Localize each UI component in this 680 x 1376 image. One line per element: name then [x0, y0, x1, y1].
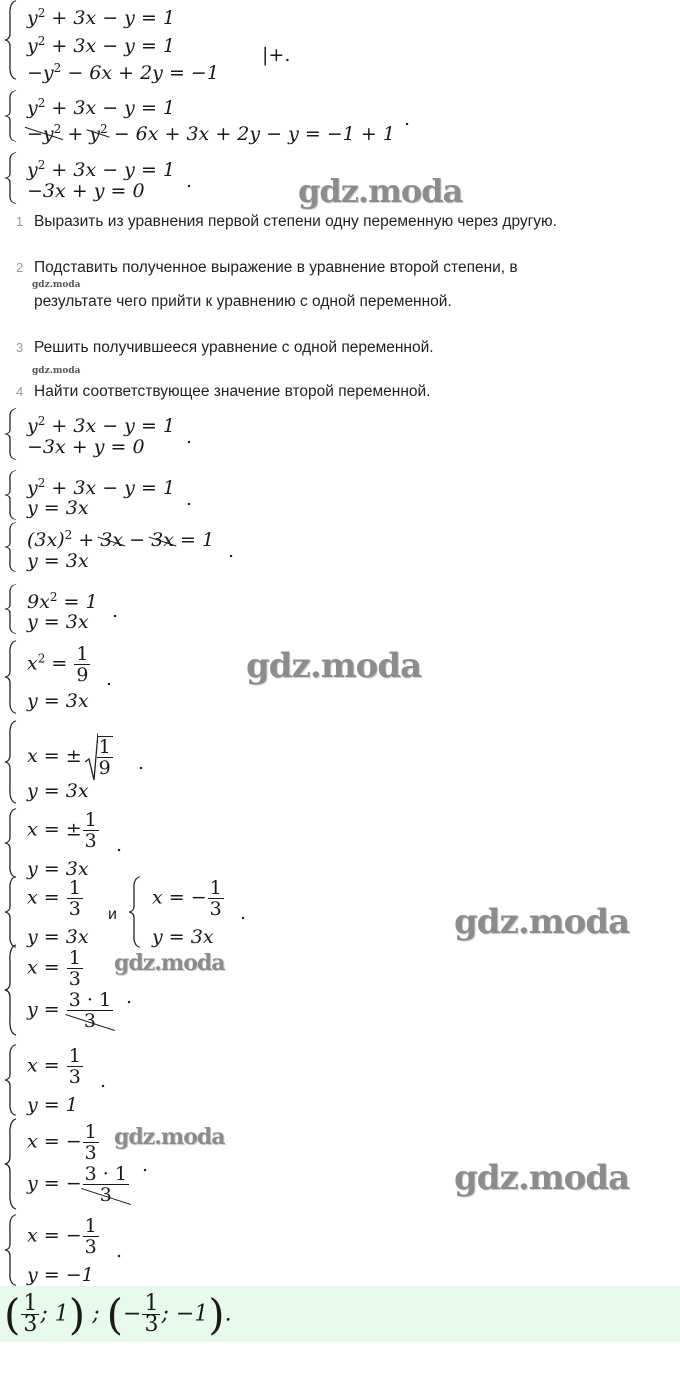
- brace: [4, 152, 18, 204]
- period: .: [186, 170, 193, 192]
- period: .: [186, 488, 193, 510]
- system-10: [0, 808, 680, 878]
- paren: ): [68, 1290, 86, 1339]
- brace: [4, 944, 18, 1036]
- term: x =: [27, 956, 60, 979]
- fraction: [208, 878, 224, 919]
- equation-line: $y^2 + 3x - y = 1$: [27, 476, 175, 499]
- equation-line: y = 3x: [27, 780, 89, 802]
- fraction: [83, 1216, 99, 1257]
- equation-rest: − 6x + 3x + 2y − y = −1 + 1: [107, 123, 395, 145]
- fraction: [74, 644, 90, 685]
- equation-line: [27, 878, 84, 919]
- brace: [4, 1214, 18, 1286]
- step-2-continued: результате чего прийти к уравнению с одной переменной.: [34, 293, 452, 310]
- equation-line: y = 3x: [27, 611, 89, 633]
- period: .: [116, 834, 123, 856]
- equation-line: y = 3x: [27, 690, 89, 712]
- watermark-small: gdz.moda: [32, 280, 81, 290]
- step-number: 2: [16, 260, 24, 275]
- fraction: [67, 990, 113, 1031]
- brace: [4, 1044, 18, 1116]
- equation-line: $(3x)^2 + 3x - 3x = 1$: [27, 528, 215, 551]
- numerator: 1: [68, 947, 81, 969]
- watermark: gdz.moda: [114, 950, 225, 976]
- equation-line: [27, 1164, 130, 1205]
- brace: [4, 1118, 18, 1210]
- equation-line: $-y^2 - 6x + 2y = -1$: [27, 61, 219, 84]
- denominator: 3: [84, 1236, 97, 1258]
- numerator: 1: [98, 736, 111, 758]
- term: x = ±: [27, 818, 82, 841]
- system-9: [0, 720, 680, 804]
- term: x = −: [27, 1224, 82, 1247]
- equation-line: y = 1: [27, 1094, 78, 1116]
- equation-line: [27, 810, 100, 851]
- numerator: 1: [84, 809, 97, 831]
- step-3: [16, 338, 666, 358]
- step-1: [16, 212, 666, 232]
- denominator: 3: [209, 898, 222, 920]
- struck-term: $-y^2$: [27, 118, 61, 145]
- step-text: Решить получившееся уравнение с одной переменной.: [34, 339, 434, 356]
- brace: [4, 808, 18, 878]
- term: +: [78, 529, 95, 551]
- equation-line: [27, 990, 114, 1031]
- denominator: 9: [76, 664, 89, 686]
- numerator: 1: [209, 877, 222, 899]
- system-15: [0, 1214, 680, 1286]
- period: .: [228, 540, 235, 562]
- period: .: [240, 902, 247, 924]
- numerator: 1: [68, 1045, 81, 1067]
- equation-line: $-y^2 + y^2 - 6x + 3x + 2y - y = -1 + 1$: [27, 118, 395, 145]
- denominator: 3: [144, 1312, 159, 1337]
- fraction: [83, 810, 99, 851]
- brace: [4, 720, 18, 804]
- step-2: [16, 258, 666, 278]
- brace: [4, 522, 18, 572]
- numerator: 1: [144, 1291, 159, 1316]
- watermark: gdz.moda: [114, 1124, 225, 1150]
- numerator: 3 · 1: [84, 1163, 127, 1185]
- denominator: 3: [67, 1011, 113, 1031]
- brace: [4, 584, 18, 634]
- denominator: 3: [84, 830, 97, 852]
- step-4: [16, 382, 666, 402]
- denominator: 3: [68, 898, 81, 920]
- equation-line: y = 3x: [27, 926, 89, 948]
- separator: ;: [92, 1301, 100, 1327]
- system-2: [0, 90, 680, 145]
- step-number: 1: [16, 214, 24, 229]
- numerator: 1: [84, 1215, 97, 1237]
- numerator: 1: [76, 643, 89, 665]
- equation-line: [27, 1216, 100, 1257]
- step-text: Подставить полученное выражение в уравнение второй степени, в: [34, 259, 518, 276]
- step-number: 4: [16, 384, 24, 399]
- answer-value: ; 1: [40, 1301, 69, 1327]
- numerator: 3 · 1: [68, 989, 112, 1011]
- fraction: [97, 736, 113, 778]
- numerator: 1: [23, 1291, 38, 1316]
- fraction: [67, 948, 83, 989]
- term: x = −: [152, 886, 207, 909]
- fraction: [83, 1122, 99, 1163]
- watermark-small: gdz.moda: [32, 366, 81, 376]
- brace: [4, 470, 18, 520]
- term: x =: [27, 1054, 60, 1077]
- fraction: [21, 1291, 39, 1337]
- system-7: [0, 584, 680, 634]
- numerator: 1: [84, 1121, 97, 1143]
- equation-line: [27, 1122, 100, 1163]
- period: .: [186, 426, 193, 448]
- equation-line: $y^2 + 3x - y = 1$: [27, 158, 175, 181]
- equation-line: $x^2$ = $\frac{1}{9}$: [27, 643, 89, 686]
- watermark: gdz.moda: [246, 646, 422, 686]
- equation-line: $y^2 + 3x - y = 1$: [27, 96, 175, 119]
- add-mark: |+.: [262, 44, 291, 66]
- numerator: 1: [68, 877, 81, 899]
- conjunction: и: [108, 906, 117, 923]
- term: (3x): [27, 529, 65, 551]
- brace: [4, 0, 18, 80]
- denominator: 9: [98, 757, 111, 779]
- step-text: Найти соответствующее значение второй переменной.: [34, 383, 431, 400]
- fraction: [83, 1164, 129, 1205]
- step-number: 3: [16, 340, 24, 355]
- system-5: [0, 470, 680, 520]
- equation-line: $9x^2 = 1$: [27, 590, 98, 613]
- brace: [4, 90, 18, 142]
- term: x = ±: [27, 745, 82, 767]
- system-4: [0, 408, 680, 460]
- fraction: [67, 878, 83, 919]
- system-6: [0, 522, 680, 572]
- answer-value: ; −1: [161, 1301, 209, 1327]
- struck-term: 3x: [100, 529, 124, 551]
- brace: [128, 876, 142, 948]
- denominator: 3: [23, 1312, 38, 1337]
- equation-line: $y^2 + 3x - y = 1$: [27, 414, 175, 437]
- denominator: 3: [68, 1066, 81, 1088]
- brace: [4, 640, 18, 714]
- equation-line: [27, 732, 114, 782]
- period: .: [106, 668, 113, 690]
- system-12: [0, 944, 680, 1036]
- brace: [4, 408, 18, 460]
- watermark: gdz.moda: [454, 902, 630, 942]
- equation-line: [27, 948, 84, 989]
- brace: [4, 876, 18, 948]
- equation-line: $y^2 + 3x - y = 1$: [27, 34, 175, 57]
- period: .: [224, 1301, 232, 1327]
- sign: −: [123, 1301, 142, 1327]
- equation-line: [152, 878, 225, 919]
- equation-line: y = −1: [27, 1264, 94, 1286]
- period: .: [112, 600, 119, 622]
- paren: (: [4, 1290, 21, 1339]
- term: y = −: [27, 1172, 82, 1195]
- denominator: 3: [83, 1185, 129, 1205]
- struck-term: $y^2$: [89, 118, 107, 145]
- denominator: 3: [84, 1142, 97, 1164]
- equation-line: $y^2 + 3x - y = 1$: [27, 6, 175, 29]
- term: x =: [27, 886, 60, 909]
- equation-line: y = 3x: [27, 550, 89, 572]
- term: = 1: [179, 529, 215, 551]
- watermark: gdz.moda: [298, 172, 463, 210]
- watermark: gdz.moda: [454, 1158, 630, 1198]
- equation-line: −3x + y = 0: [27, 436, 145, 458]
- step-text: Выразить из уравнения первой степени одну переменную через другую.: [34, 213, 557, 230]
- period: .: [100, 1070, 107, 1092]
- struck-term: 3x: [151, 529, 174, 551]
- equation-line: [27, 1046, 84, 1087]
- paren: ): [208, 1290, 225, 1339]
- sqrt-icon: [84, 732, 98, 782]
- denominator: 3: [68, 968, 81, 990]
- fraction: [67, 1046, 83, 1087]
- term: y =: [27, 998, 60, 1021]
- system-1: [0, 0, 680, 84]
- equation-line: y = 3x: [27, 858, 89, 880]
- period: .: [142, 1154, 149, 1176]
- fraction: [142, 1291, 160, 1337]
- equation-line: y = 3x: [152, 926, 214, 948]
- period: .: [138, 752, 145, 774]
- period: .: [126, 986, 133, 1008]
- term: −: [129, 529, 146, 551]
- answer: [4, 1290, 232, 1339]
- period: .: [404, 108, 411, 130]
- term: x = −: [27, 1130, 82, 1153]
- period: .: [116, 1240, 123, 1262]
- equation-line: y = 3x: [27, 497, 89, 519]
- equation-line: −3x + y = 0: [27, 180, 145, 202]
- paren: (: [106, 1290, 123, 1339]
